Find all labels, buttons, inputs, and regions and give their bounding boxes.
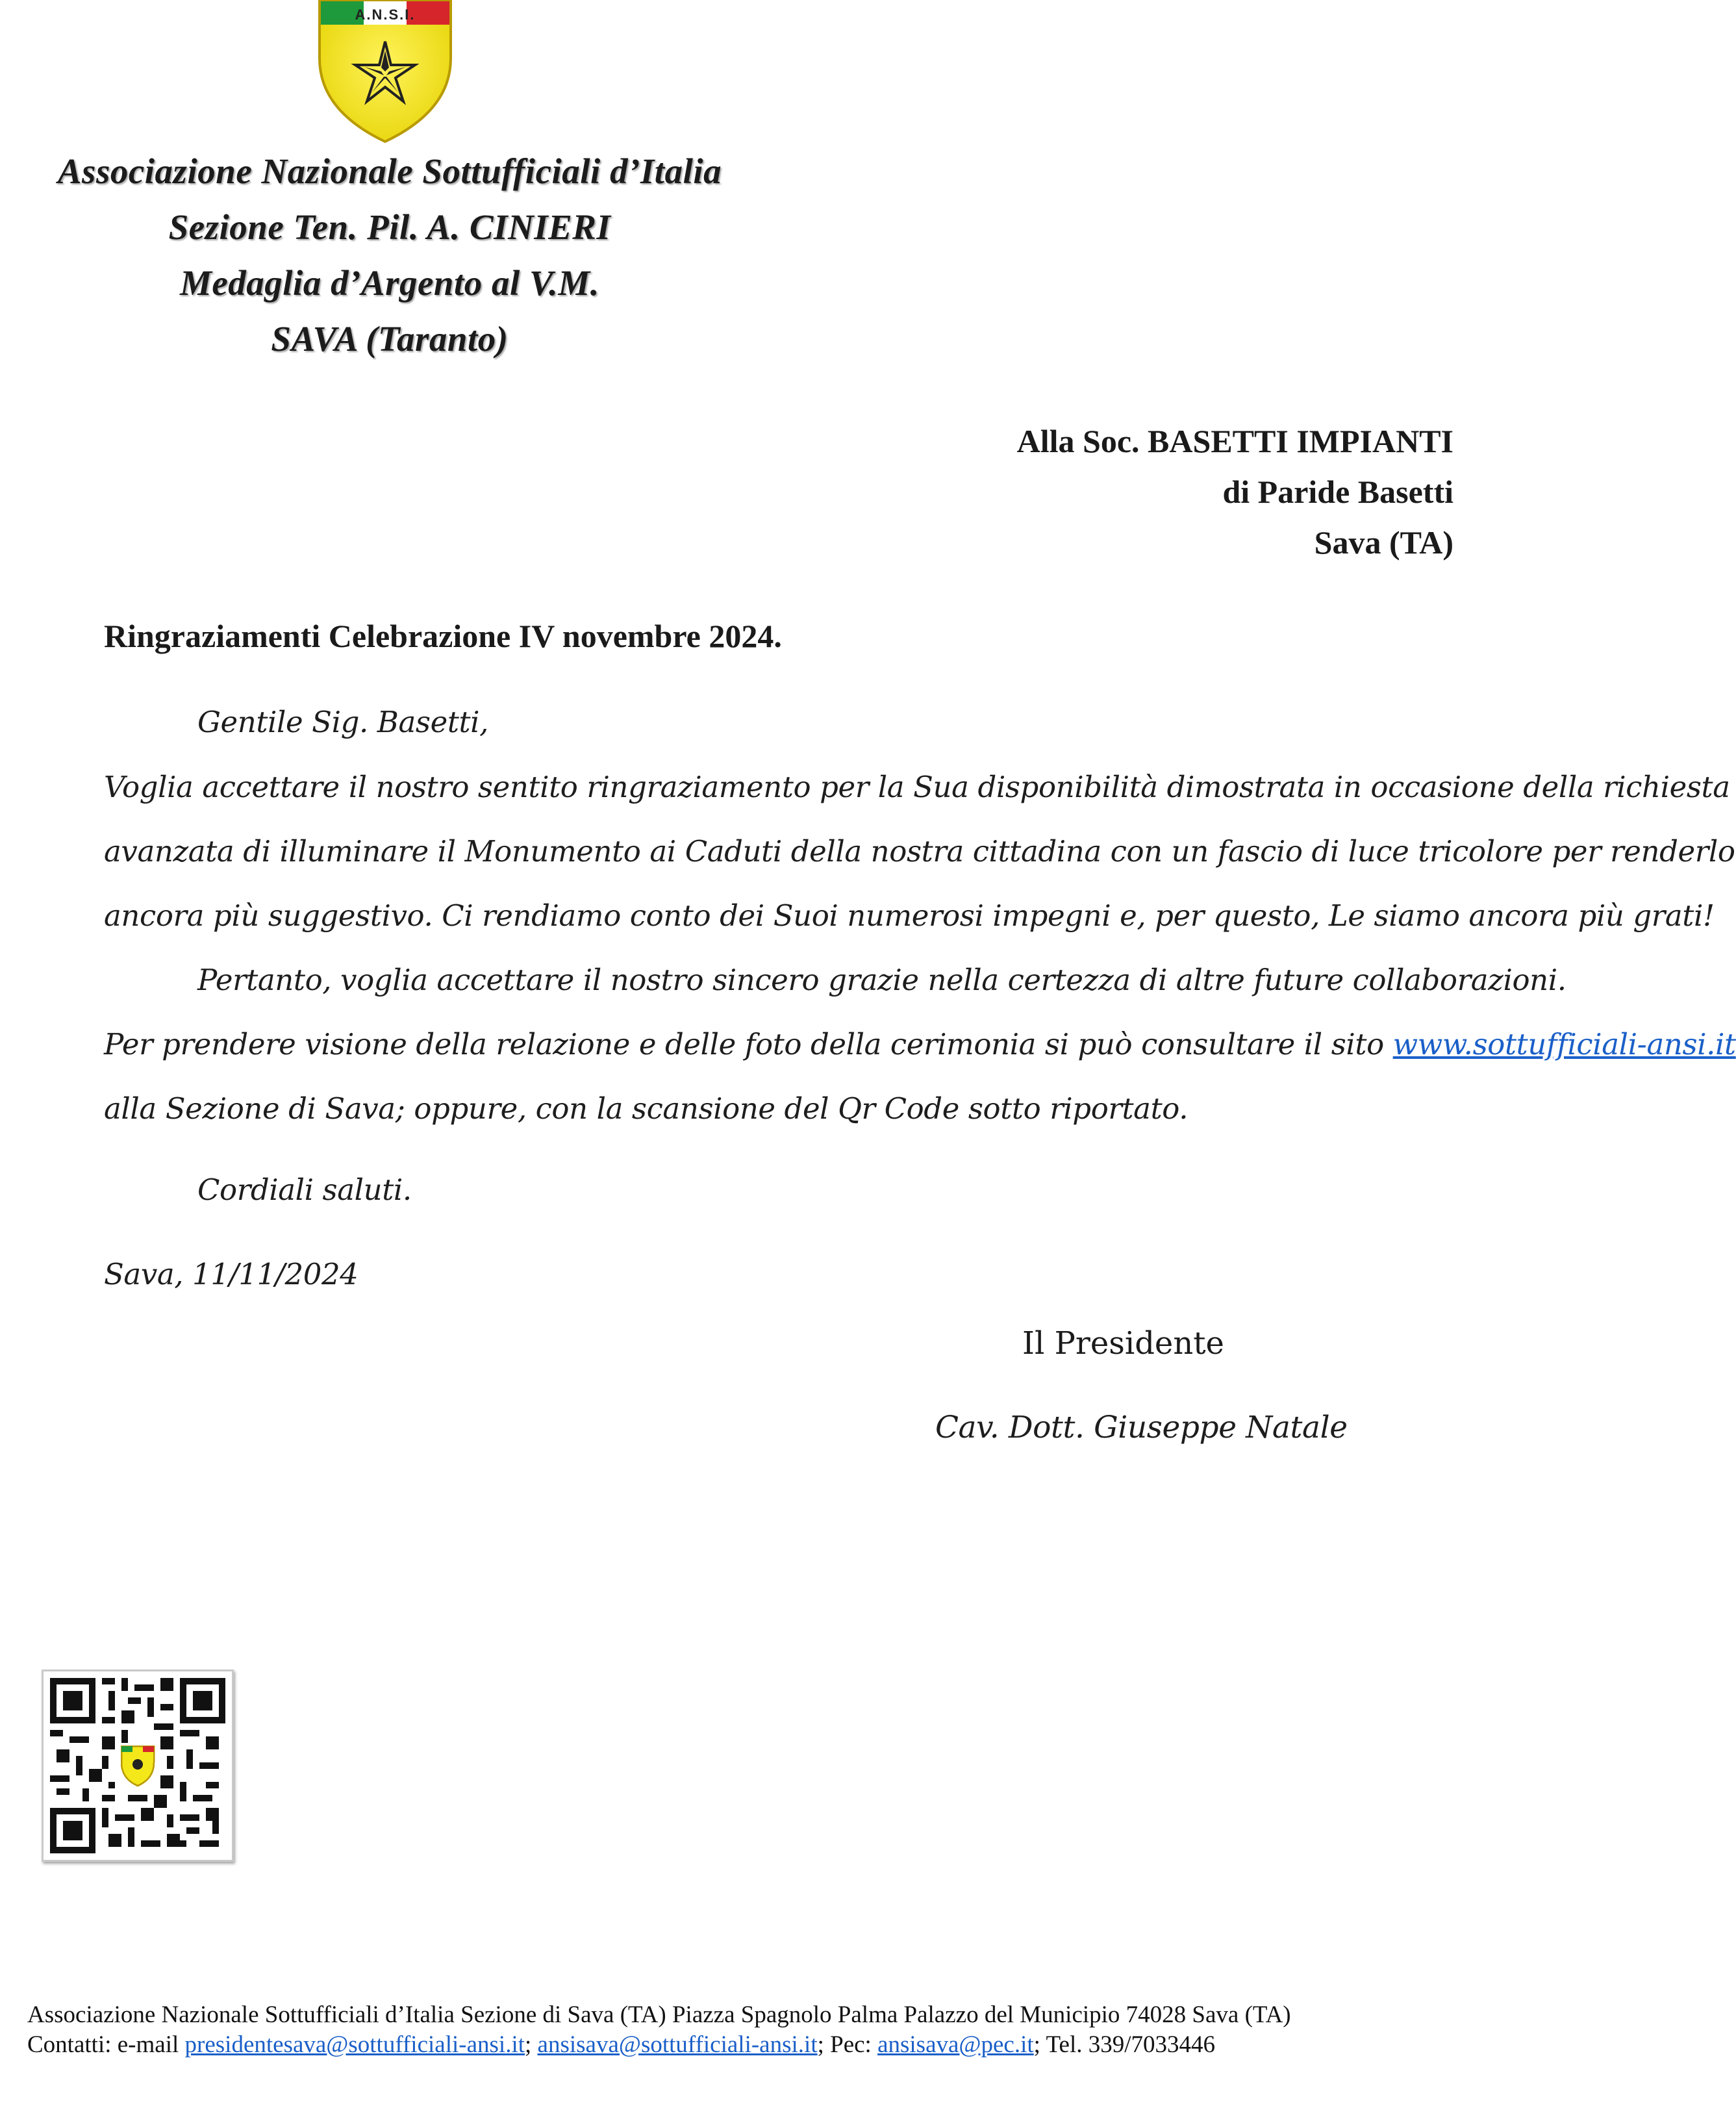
signature-name: Cav. Dott. Giuseppe Natale [935, 1410, 1348, 1445]
footer-contacts [27, 2031, 1215, 2059]
header-medal: Medaglia d’Argento al V.M. [179, 263, 600, 303]
footer-address: Associazione Nazionale Sottufficiali d’Italia Sezione di Sava (TA) Piazza Spagnolo Palma Palazzo del Municipio 74028 Sava (TA) [27, 2001, 1291, 2028]
paragraph-3-prefix: Per prendere visione della relazione e delle foto della cerimonia si può consultare il sito [104, 1027, 1393, 1061]
letter-subject: Ringraziamenti Celebrazione IV novembre 2024. [104, 618, 782, 654]
header-city: SAVA (Taranto) [271, 319, 509, 359]
footer-contacts-label: Contatti: e-mail [27, 2031, 185, 2058]
paragraph-1-line-1: Voglia accettare il nostro sentito ringraziamento per la Sua disponibilità dimostrata in occasione della richiesta [104, 770, 1730, 804]
qr-finder-bottom-left [50, 1808, 95, 1853]
qr-finder-top-left [50, 1678, 95, 1723]
footer-email-section[interactable]: ansisava@sottufficiali-ansi.it [537, 2031, 818, 2058]
footer-telephone: ; Tel. 339/7033446 [1033, 2031, 1216, 2058]
qr-code[interactable] [42, 1670, 234, 1862]
logo-band-text: A.N.S.I. [355, 6, 416, 23]
header-association: Associazione Nazionale Sottufficiali d’Italia [57, 151, 722, 191]
closing: Cordiali saluti. [197, 1173, 412, 1207]
recipient-owner: di Paride Basetti [1222, 474, 1453, 510]
footer-email-president[interactable]: presidentesava@sottufficiali-ansi.it [184, 2031, 525, 2058]
website-link[interactable]: www.sottufficiali-ansi.it [1392, 1027, 1736, 1061]
qr-finder-top-right [180, 1678, 225, 1723]
recipient-city: Sava (TA) [1314, 524, 1453, 561]
footer-separator: ; [525, 2031, 538, 2058]
paragraph-1-line-2: avanzata di illuminare il Monumento ai Caduti della nostra cittadina con un fascio di luce tricolore per renderlo [104, 834, 1735, 869]
ansi-shield-logo [317, 0, 453, 143]
signature-title: Il Presidente [1022, 1325, 1224, 1362]
footer-pec-email[interactable]: ansisava@pec.it [877, 2031, 1034, 2058]
footer-pec-label: ; Pec: [817, 2031, 878, 2058]
recipient-company: Alla Soc. BASETTI IMPIANTI [1016, 423, 1453, 459]
header-section: Sezione Ten. Pil. A. CINIERI [168, 207, 611, 247]
paragraph-3-line-1 [104, 1027, 1736, 1061]
greeting: Gentile Sig. Basetti, [197, 705, 489, 739]
place-date: Sava, 11/11/2024 [104, 1257, 359, 1291]
qr-center-logo-icon [115, 1743, 160, 1788]
paragraph-3-line-2: alla Sezione di Sava; oppure, con la scansione del Qr Code sotto riportato. [104, 1091, 1189, 1126]
paragraph-2-line-1: Pertanto, voglia accettare il nostro sincero grazie nella certezza di altre future collaborazioni. [197, 963, 1566, 997]
paragraph-1-line-3: ancora più suggestivo. Ci rendiamo conto dei Suoi numerosi impegni e, per questo, Le siamo ancora più grati! [104, 898, 1715, 933]
